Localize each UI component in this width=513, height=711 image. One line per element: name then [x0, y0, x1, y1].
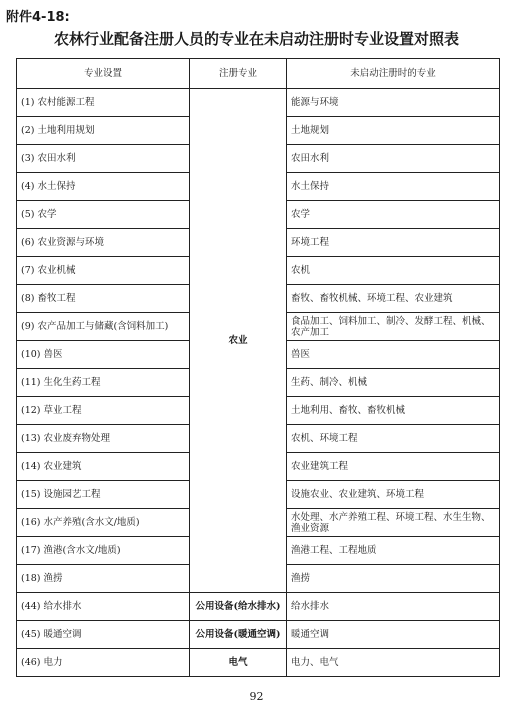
- page-title: 农林行业配备注册人员的专业在未启动注册时专业设置对照表: [53, 30, 459, 48]
- cell-specialty-setting: (2) 土地利用规划: [17, 117, 190, 145]
- cell-specialty-setting: (44) 给水排水: [17, 593, 190, 621]
- cell-specialty-setting: (46) 电力: [17, 649, 190, 677]
- annex-label: 附件4-18:: [6, 10, 70, 25]
- cell-specialty-setting: (11) 生化生药工程: [17, 369, 190, 397]
- cell-prior-specialty: 渔港工程、工程地质: [287, 537, 500, 565]
- cell-prior-specialty: 能源与环境: [287, 89, 500, 117]
- cell-specialty-setting: (14) 农业建筑: [17, 453, 190, 481]
- cell-prior-specialty: 水土保持: [287, 173, 500, 201]
- cell-prior-specialty: 农学: [287, 201, 500, 229]
- cell-specialty-setting: (7) 农业机械: [17, 257, 190, 285]
- cell-prior-specialty: 农机: [287, 257, 500, 285]
- cell-prior-specialty: 农机、环境工程: [287, 425, 500, 453]
- cell-specialty-setting: (17) 渔港(含水文/地质): [17, 537, 190, 565]
- cell-specialty-setting: (6) 农业资源与环境: [17, 229, 190, 257]
- page-number: 92: [249, 690, 264, 703]
- cell-registered-specialty: 公用设备(暖通空调): [190, 621, 287, 649]
- cell-specialty-setting: (8) 畜牧工程: [17, 285, 190, 313]
- cell-specialty-setting: (12) 草业工程: [17, 397, 190, 425]
- cell-specialty-setting: (3) 农田水利: [17, 145, 190, 173]
- cell-specialty-setting: (15) 设施园艺工程: [17, 481, 190, 509]
- cell-prior-specialty: 生药、制冷、机械: [287, 369, 500, 397]
- cell-specialty-setting: (13) 农业废弃物处理: [17, 425, 190, 453]
- cell-prior-specialty: 暖通空调: [287, 621, 500, 649]
- cell-specialty-setting: (45) 暖通空调: [17, 621, 190, 649]
- table-body: [17, 89, 500, 677]
- table-row: [17, 593, 500, 621]
- cell-registered-specialty: 公用设备(给水排水): [190, 593, 287, 621]
- column-header-prior: 未启动注册时的专业: [287, 59, 500, 89]
- table-header-row: [17, 59, 500, 89]
- cell-specialty-setting: (10) 兽医: [17, 341, 190, 369]
- specialty-comparison-table: [16, 58, 500, 677]
- cell-prior-specialty: 农田水利: [287, 145, 500, 173]
- cell-prior-specialty: 环境工程: [287, 229, 500, 257]
- cell-registered-specialty: 电气: [190, 649, 287, 677]
- cell-prior-specialty: 渔捞: [287, 565, 500, 593]
- cell-specialty-setting: (5) 农学: [17, 201, 190, 229]
- cell-specialty-setting: (1) 农村能源工程: [17, 89, 190, 117]
- column-header-registered: 注册专业: [190, 59, 287, 89]
- cell-prior-specialty: 土地利用、畜牧、畜牧机械: [287, 397, 500, 425]
- cell-specialty-setting: (9) 农产品加工与储藏(含饲料加工): [17, 313, 190, 341]
- cell-specialty-setting: (4) 水土保持: [17, 173, 190, 201]
- cell-prior-specialty: 水处理、水产养殖工程、环境工程、水生生物、渔业资源: [287, 509, 500, 537]
- table-row: [17, 89, 500, 117]
- cell-prior-specialty: 食品加工、饲料加工、制冷、发酵工程、机械、农产加工: [287, 313, 500, 341]
- cell-prior-specialty: 土地规划: [287, 117, 500, 145]
- cell-prior-specialty: 兽医: [287, 341, 500, 369]
- cell-prior-specialty: 设施农业、农业建筑、环境工程: [287, 481, 500, 509]
- cell-prior-specialty: 畜牧、畜牧机械、环境工程、农业建筑: [287, 285, 500, 313]
- cell-prior-specialty: 农业建筑工程: [287, 453, 500, 481]
- cell-prior-specialty: 电力、电气: [287, 649, 500, 677]
- table-row: [17, 649, 500, 677]
- table-row: [17, 621, 500, 649]
- cell-prior-specialty: 给水排水: [287, 593, 500, 621]
- cell-registered-specialty-agriculture: 农业: [190, 89, 287, 593]
- cell-specialty-setting: (16) 水产养殖(含水文/地质): [17, 509, 190, 537]
- column-header-setting: 专业设置: [17, 59, 190, 89]
- cell-specialty-setting: (18) 渔捞: [17, 565, 190, 593]
